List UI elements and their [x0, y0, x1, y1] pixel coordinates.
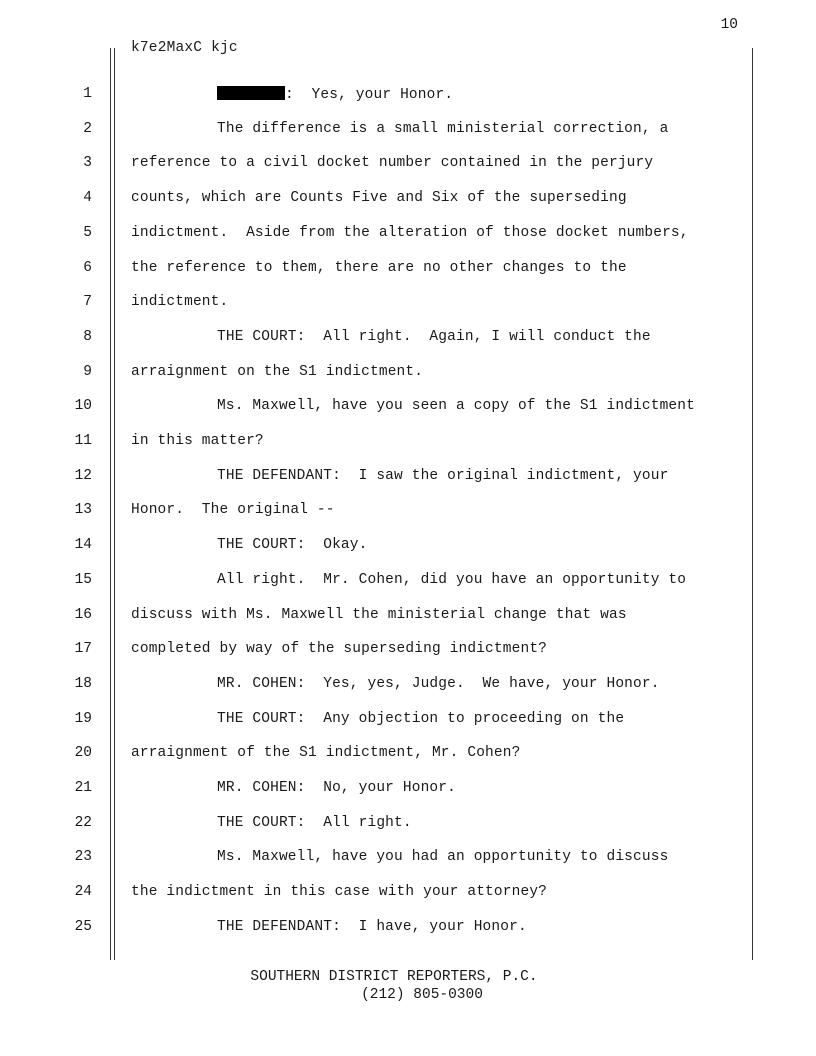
line-text-content: MR. COHEN: No, your Honor. — [217, 780, 456, 796]
line-number: 8 — [83, 328, 92, 345]
line-text-content: counts, which are Counts Five and Six of the superseding — [131, 190, 627, 207]
line-text — [131, 884, 547, 900]
transcript-line — [0, 398, 816, 420]
line-text-content: The difference is a small ministerial correction, a — [217, 120, 669, 137]
footer-phone: (212) 805-0300 — [361, 987, 483, 1003]
transcript-line — [0, 155, 816, 177]
line-text-content: : Yes, your Honor. — [285, 87, 454, 103]
line-text-content: indictment. Aside from the alteration of those docket numbers, — [131, 224, 689, 241]
line-number: 9 — [83, 363, 92, 380]
line-text-content: MR. COHEN: Yes, yes, Judge. We have, your Honor. — [217, 675, 660, 692]
line-text-content: All right. Mr. Cohen, did you have an opportunity to — [217, 571, 687, 588]
line-text — [217, 572, 686, 588]
line-text — [217, 676, 660, 692]
line-text-content: arraignment of the S1 indictment, Mr. Cohen? — [131, 745, 521, 762]
line-text — [217, 329, 651, 345]
transcript-line — [0, 294, 816, 316]
line-text — [131, 155, 653, 171]
line-number: 20 — [74, 745, 92, 762]
line-text-content: THE COURT: All right. Again, I will conduct the — [217, 328, 651, 345]
line-text-content: reference to a civil docket number contained in the perjury — [131, 155, 654, 172]
transcript-line — [0, 780, 816, 802]
line-number: 24 — [74, 884, 92, 901]
line-number: 25 — [74, 918, 92, 935]
transcript-line — [0, 121, 816, 143]
transcript-header: k7e2MaxC kjc — [131, 40, 238, 56]
line-text — [217, 537, 367, 553]
line-text — [217, 919, 527, 935]
transcript-line — [0, 676, 816, 698]
line-number: 17 — [74, 641, 92, 658]
transcript-line — [0, 607, 816, 629]
line-number: 7 — [83, 294, 92, 311]
line-text — [217, 780, 456, 796]
line-number: 14 — [74, 537, 92, 554]
line-number: 6 — [83, 259, 92, 276]
line-text-content: indictment. — [131, 294, 229, 311]
line-text — [217, 86, 453, 103]
line-number: 5 — [83, 224, 92, 241]
footer-reporter: SOUTHERN DISTRICT REPORTERS, P.C. — [250, 969, 538, 985]
line-number: 13 — [74, 502, 92, 519]
line-number: 22 — [74, 814, 92, 831]
line-number: 23 — [74, 849, 92, 866]
transcript-line — [0, 225, 816, 247]
line-number: 4 — [83, 190, 92, 207]
line-text-content: THE DEFENDANT: I saw the original indictment, your — [217, 467, 669, 484]
line-text-content: completed by way of the superseding indictment? — [131, 641, 548, 658]
line-text-content: the indictment in this case with your attorney? — [131, 884, 548, 901]
transcript-line — [0, 86, 816, 108]
transcript-line — [0, 190, 816, 212]
line-text-content: Honor. The original -- — [131, 502, 335, 519]
line-text-content: Ms. Maxwell, have you seen a copy of the S1 indictment — [217, 398, 695, 415]
line-text-content: Ms. Maxwell, have you had an opportunity to discuss — [217, 849, 669, 866]
line-text — [131, 294, 228, 310]
line-text — [131, 745, 520, 761]
transcript-line — [0, 572, 816, 594]
transcript-line — [0, 260, 816, 282]
line-text — [131, 364, 423, 380]
line-number: 18 — [74, 675, 92, 692]
transcript-line — [0, 641, 816, 663]
transcript-line — [0, 884, 816, 906]
page-number: 10 — [720, 17, 738, 33]
line-text-content: arraignment on the S1 indictment. — [131, 363, 424, 380]
line-number: 10 — [74, 398, 92, 415]
transcript-line — [0, 433, 816, 455]
transcript-line — [0, 919, 816, 941]
line-number: 16 — [74, 606, 92, 623]
line-text — [131, 607, 627, 623]
line-number: 3 — [83, 155, 92, 172]
line-number: 12 — [74, 467, 92, 484]
line-text-content: discuss with Ms. Maxwell the ministerial change that was — [131, 606, 627, 623]
line-number: 1 — [83, 86, 92, 102]
line-text — [217, 815, 412, 831]
line-text — [131, 190, 627, 206]
transcript-line — [0, 329, 816, 351]
transcript-line — [0, 849, 816, 871]
redaction-block — [217, 86, 285, 100]
line-number: 19 — [74, 710, 92, 727]
line-text-content: THE COURT: All right. — [217, 814, 412, 831]
line-text — [131, 433, 264, 449]
line-text — [131, 641, 547, 657]
line-text — [217, 398, 695, 414]
line-text-content: in this matter? — [131, 433, 264, 449]
transcript-line — [0, 537, 816, 559]
transcript-line — [0, 468, 816, 490]
line-number: 11 — [74, 433, 92, 449]
line-text — [217, 849, 668, 865]
line-text — [217, 711, 624, 727]
line-text — [131, 225, 689, 241]
line-text-content: the reference to them, there are no other changes to the — [131, 259, 627, 276]
line-text-content: THE COURT: Any objection to proceeding on the — [217, 710, 625, 727]
line-number: 21 — [74, 780, 92, 796]
line-text-content: THE DEFENDANT: I have, your Honor. — [217, 918, 527, 935]
transcript-line — [0, 502, 816, 524]
line-text-content: THE COURT: Okay. — [217, 537, 368, 554]
line-number: 15 — [74, 571, 92, 588]
transcript-line — [0, 364, 816, 386]
line-text — [131, 502, 335, 518]
transcript-line — [0, 815, 816, 837]
transcript-line — [0, 711, 816, 733]
line-text — [131, 260, 627, 276]
transcript-line — [0, 745, 816, 767]
line-number: 2 — [83, 120, 92, 137]
line-text — [217, 121, 668, 137]
line-text — [217, 468, 668, 484]
